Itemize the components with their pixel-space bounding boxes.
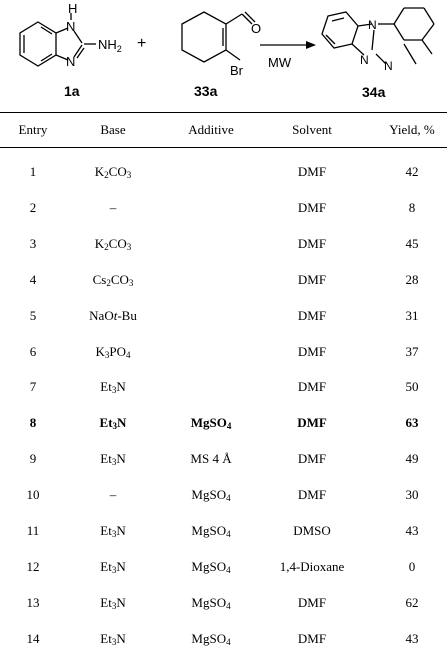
reactant1-label: 1a (64, 83, 80, 99)
cell-base: $Cs_2CO_3$ (92, 271, 134, 288)
cell-base: $Et_3N$ (100, 630, 126, 647)
cell-entry: 12 (26, 558, 40, 574)
cell-base: $Et_3N$ (100, 594, 126, 611)
cell-entry: 11 (26, 523, 40, 538)
cell-solvent: DMF (297, 594, 327, 610)
cell-base: $K_2CO_3$ (94, 164, 132, 180)
header-solvent: Solvent (292, 122, 332, 137)
table-header-row (0, 120, 447, 140)
cell-solvent: DMSO (293, 523, 331, 538)
cell-base: $K_3PO_4$ (95, 343, 131, 360)
reaction-scheme (0, 0, 447, 112)
cell-yield: 49 (405, 451, 419, 467)
nh2-text: NH (98, 37, 117, 52)
cell-yield: 28 (405, 271, 419, 287)
cell-solvent: 1,4-Dioxane (279, 558, 345, 574)
table-row (0, 413, 447, 433)
cell-solvent: DMF (297, 343, 327, 359)
cell-solvent: DMF (297, 379, 327, 395)
reactant2-br: Br (230, 63, 243, 78)
plus-sign: + (137, 35, 147, 52)
nh2-subscript: 2 (116, 44, 122, 54)
cell-additive: MS 4 Å (190, 451, 232, 467)
table-row (0, 449, 447, 469)
cell-solvent: DMF (297, 164, 327, 179)
cell-entry: 14 (26, 630, 40, 646)
cell-yield: 43 (405, 630, 419, 646)
cell-entry: 10 (26, 487, 40, 503)
cell-yield: 63 (405, 415, 419, 431)
product-n3: N (384, 59, 393, 73)
table-row (0, 270, 447, 290)
cell-entry: 4 (29, 271, 37, 287)
cell-entry: 3 (29, 235, 37, 251)
cell-yield: 43 (405, 523, 419, 538)
header-yield: Yield, % (389, 122, 435, 137)
cell-solvent: DMF (297, 235, 327, 251)
cell-solvent: DMF (297, 487, 327, 503)
reactant1-n: N (66, 54, 76, 69)
cell-yield: 8 (408, 199, 416, 215)
product-n2: N (360, 53, 369, 67)
cell-additive: MgSO$_4$ (191, 594, 231, 611)
cell-base: $K_2CO_3$ (94, 235, 132, 252)
reactant1-nh-n: N (66, 19, 76, 34)
cell-yield: 50 (405, 379, 419, 395)
product-label: 34a (362, 84, 386, 100)
cell-yield: 31 (405, 307, 419, 323)
table-row (0, 162, 447, 182)
cell-base: $Et_3N$ (100, 451, 126, 468)
reactant1-h: H (68, 1, 78, 16)
table-row (0, 198, 447, 218)
cell-base: $Et_3N$ (99, 415, 127, 432)
cell-base: $Et_3N$ (100, 523, 126, 539)
cell-additive: MgSO$_4$ (191, 558, 231, 575)
cell-solvent: DMF (297, 630, 327, 646)
cell-base: $Et_3N$ (100, 558, 126, 575)
header-additive: Additive (188, 122, 234, 137)
cell-entry: 7 (29, 379, 37, 395)
cell-entry: 5 (29, 307, 37, 323)
cell-yield: 37 (405, 343, 419, 359)
table-row (0, 629, 447, 649)
table-row (0, 485, 447, 505)
product-n1: N (368, 18, 377, 32)
table-row (0, 342, 447, 362)
table-row (0, 593, 447, 613)
cell-additive: MgSO$_4$ (191, 630, 231, 647)
cell-yield: 30 (405, 487, 419, 503)
reactant2-o: O (251, 21, 262, 36)
header-base: Base (100, 122, 126, 137)
table-row (0, 521, 447, 541)
reactant1-nh2 (98, 37, 122, 54)
cell-base: $Et_3N$ (100, 379, 126, 396)
reaction-arrow (260, 41, 316, 49)
table-top-rule (0, 112, 447, 113)
table-row (0, 234, 447, 254)
cell-additive: MgSO$_4$ (191, 487, 231, 504)
table-row (0, 557, 447, 577)
cell-solvent: DMF (297, 271, 327, 287)
reactant1-structure (20, 13, 96, 66)
cell-entry: 13 (26, 594, 40, 610)
table-row (0, 306, 447, 326)
reactant2-structure (182, 12, 255, 62)
cell-yield: 62 (405, 594, 419, 610)
cell-entry: 9 (29, 451, 37, 467)
cell-entry: 1 (29, 164, 37, 179)
cell-yield: 0 (408, 558, 416, 574)
cell-entry: 6 (29, 343, 37, 359)
header-entry: Entry (18, 122, 48, 137)
cell-solvent: DMF (297, 415, 327, 431)
table-row (0, 377, 447, 397)
cell-yield: 42 (405, 164, 419, 179)
cell-solvent: DMF (297, 307, 327, 323)
cell-additive: MgSO$_4$ (190, 415, 232, 432)
cell-base: – (109, 487, 117, 503)
arrow-condition: MW (268, 55, 292, 70)
cell-yield: 45 (405, 235, 419, 251)
cell-solvent: DMF (297, 451, 327, 467)
cell-base: NaOt-Bu (89, 307, 137, 323)
cell-base: – (109, 199, 117, 215)
cell-additive: MgSO$_4$ (191, 523, 231, 539)
table-header-rule (0, 147, 447, 148)
cell-solvent: DMF (297, 199, 327, 215)
product-structure (322, 8, 434, 64)
cell-entry: 2 (29, 199, 37, 215)
reactant2-label: 33a (194, 83, 218, 99)
cell-entry: 8 (29, 415, 37, 431)
